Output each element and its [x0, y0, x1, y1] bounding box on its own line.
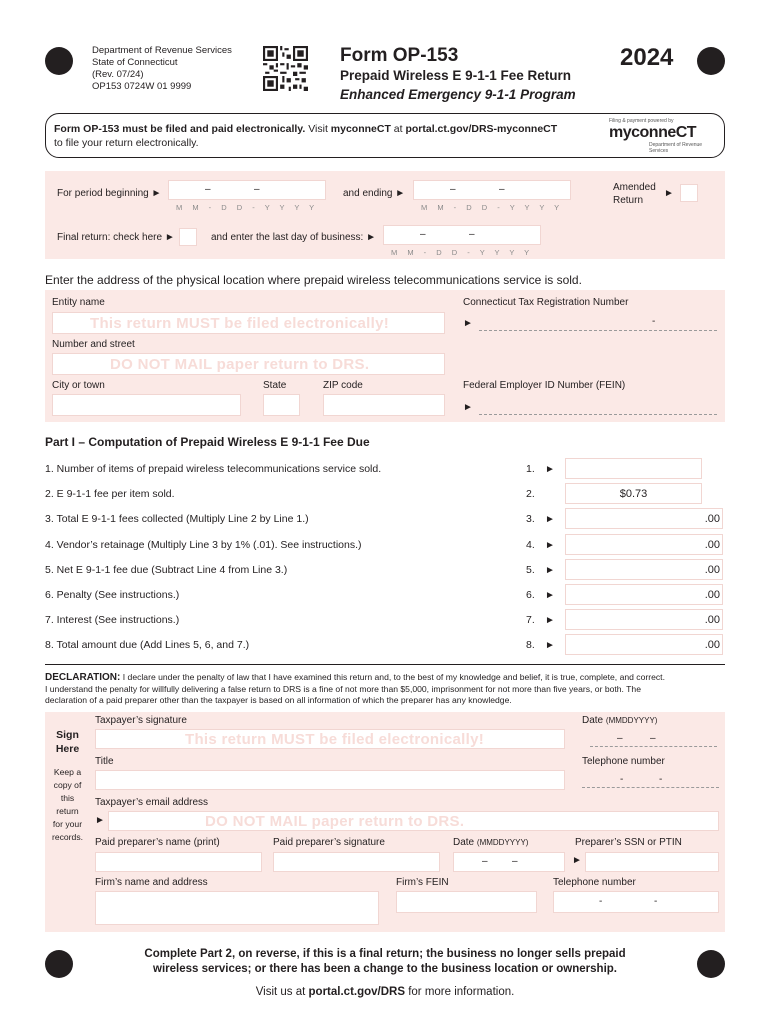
dept-line-1: Department of Revenue Services — [92, 45, 232, 56]
last-day-label: and enter the last day of business: ► — [211, 232, 377, 243]
qr-code-icon — [263, 46, 308, 91]
firm-name-label: Firm’s name and address — [95, 877, 208, 888]
preparer-ssn-input[interactable] — [585, 852, 719, 872]
line-3-num: 3. — [526, 513, 535, 525]
line-1-arrow-icon: ► — [545, 464, 555, 475]
keep-copy-note: Keep a copy of this return for your records. — [51, 767, 84, 842]
line-4-input[interactable]: .00 — [565, 534, 723, 555]
visit-tail: for more information. — [405, 986, 515, 998]
registration-dot-top-right — [697, 47, 725, 75]
line-4-arrow-icon: ► — [545, 540, 555, 551]
preparer-date-input[interactable]: – – — [453, 852, 565, 872]
line-5-num: 5. — [526, 564, 535, 576]
preparer-name-input[interactable] — [95, 852, 262, 872]
final-return-checkbox[interactable] — [179, 228, 197, 246]
period-ending-mask: M M - D D - Y Y Y Y — [421, 203, 564, 212]
city-label: City or town — [52, 380, 105, 391]
line-2-text: 2. E 9-1-1 fee per item sold. — [45, 488, 175, 500]
period-ending-label: and ending ► — [343, 188, 406, 199]
taxpayer-date-label: Date (MMDDYYYY) — [582, 715, 658, 726]
state-label: State — [263, 380, 287, 391]
line-3-arrow-icon: ► — [545, 514, 555, 525]
telephone-input[interactable]: - - — [582, 772, 719, 788]
line-6-arrow-icon: ► — [545, 590, 555, 601]
registration-dot-bottom-left — [45, 950, 73, 978]
form-title: Form OP-153 — [340, 45, 459, 66]
line-5-arrow-icon: ► — [545, 565, 555, 576]
firm-fein-input[interactable] — [396, 891, 537, 913]
title-label: Title — [95, 756, 114, 767]
logo-tagline: Filing & payment powered by — [609, 118, 674, 124]
line-4-num: 4. — [526, 539, 535, 551]
line-1-text: 1. Number of items of prepaid wireless telecommunications service sold. — [45, 463, 382, 475]
preparer-date-label: Date (MMDDYYYY) — [453, 837, 529, 848]
preparer-name-label: Paid preparer’s name (print) — [95, 837, 220, 848]
preparer-ssn-arrow-icon: ► — [572, 855, 582, 866]
line-3-input[interactable]: .00 — [565, 508, 723, 529]
amended-return-checkbox[interactable] — [680, 184, 698, 202]
firm-telephone-input[interactable]: - - — [553, 891, 719, 913]
line-1-num: 1. — [526, 463, 535, 475]
notice-link-myconnect[interactable]: myconneCT — [330, 123, 391, 135]
line-5-text: 5. Net E 9-1-1 fee due (Subtract Line 4 from Line 3.) — [45, 564, 288, 576]
title-input[interactable] — [95, 770, 565, 790]
taxpayer-date-input[interactable]: – – — [590, 731, 717, 747]
amended-label: Amended Return — [613, 182, 656, 206]
ghost-electronic-1: This return MUST be filed electronically! — [90, 315, 390, 332]
ghost-do-not-mail-1: DO NOT MAIL paper return to DRS. — [110, 356, 370, 373]
line-8-arrow-icon: ► — [545, 640, 555, 651]
registration-dot-bottom-right — [697, 950, 725, 978]
telephone-label: Telephone number — [582, 756, 665, 767]
declaration-line-3: declaration of a paid preparer other than the taxpayer is based on all information of which the preparer has any knowledge. — [45, 695, 512, 705]
declaration-line-1: I declare under the penalty of law that I have examined this return and, to the best of my knowledge and belief, it is true, complete, and correct. — [120, 672, 665, 682]
form-year: 2024 — [620, 44, 674, 71]
complete-part2-note — [95, 947, 675, 977]
notice-text-2: at — [390, 123, 406, 135]
form-program: Enhanced Emergency 9-1-1 Program — [340, 87, 576, 102]
form-subtitle: Prepaid Wireless E 9-1-1 Fee Return — [340, 68, 571, 83]
line-4-text: 4. Vendor’s retainage (Multiply Line 3 by 1% (.01). See instructions.) — [45, 539, 362, 551]
zip-label: ZIP code — [323, 380, 363, 391]
line-2-value — [565, 483, 702, 504]
final-return-label: Final return: check here ► — [57, 232, 175, 243]
complete-line-2: wireless services; or there has been a change to the business location or ownership. — [153, 963, 617, 975]
ct-tax-reg-input[interactable]: - — [479, 313, 717, 331]
fein-input[interactable] — [479, 397, 717, 415]
line-7-input[interactable]: .00 — [565, 609, 723, 630]
ct-tax-reg-label: Connecticut Tax Registration Number — [463, 297, 629, 308]
notice-link-portal[interactable]: portal.ct.gov/DRS-myconneCT — [405, 123, 558, 135]
declaration-bold: DECLARATION: — [45, 672, 121, 683]
fein-arrow-icon: ► — [463, 402, 473, 413]
visit-text: Visit us at — [255, 986, 309, 998]
notice-text-1: Visit — [305, 123, 331, 135]
department-info — [92, 45, 232, 93]
email-label: Taxpayer’s email address — [95, 797, 209, 808]
line-6-input[interactable]: .00 — [565, 584, 723, 605]
visit-us-note — [95, 986, 675, 998]
last-day-input[interactable]: – – — [383, 225, 541, 245]
period-beginning-label: For period beginning ► — [57, 188, 162, 199]
line-2-num: 2. — [526, 488, 535, 500]
preparer-signature-label: Paid preparer’s signature — [273, 837, 385, 848]
line-1-input[interactable] — [565, 458, 702, 479]
period-ending-input[interactable]: – – — [413, 180, 571, 200]
registration-dot-top-left — [45, 47, 73, 75]
preparer-signature-input[interactable] — [273, 852, 440, 872]
part1-heading: Part I – Computation of Prepaid Wireless E 9-1-1 Fee Due — [45, 435, 370, 449]
complete-line-1: Complete Part 2, on reverse, if this is a final return; the business no longer sells prepaid — [144, 948, 626, 960]
line-3-text: 3. Total E 9-1-1 fees collected (Multiply Line 2 by Line 1.) — [45, 513, 309, 525]
dept-line-4: OP153 0724W 01 9999 — [92, 81, 192, 92]
line-7-arrow-icon: ► — [545, 615, 555, 626]
period-beginning-mask: M M - D D - Y Y Y Y — [176, 203, 319, 212]
number-street-label: Number and street — [52, 339, 135, 350]
ct-tax-reg-arrow-icon: ► — [463, 318, 473, 329]
last-day-mask: M M - D D - Y Y Y Y — [391, 248, 534, 257]
line-7-num: 7. — [526, 614, 535, 626]
state-input[interactable] — [263, 394, 300, 416]
city-input[interactable] — [52, 394, 241, 416]
myconnect-logo — [609, 118, 719, 154]
dept-line-3: (Rev. 07/24) — [92, 69, 144, 80]
address-heading: Enter the address of the physical location where prepaid wireless telecommunications service is sold. — [45, 273, 582, 287]
line-7-text: 7. Interest (See instructions.) — [45, 614, 180, 626]
line-2-value-text: $0.73 — [619, 488, 648, 500]
sign-here-label: Sign Here — [55, 729, 80, 755]
email-arrow-icon: ► — [95, 815, 105, 826]
declaration-divider — [45, 664, 725, 665]
electronic-filing-notice — [45, 113, 725, 158]
period-beginning-input[interactable]: – – — [168, 180, 326, 200]
firm-telephone-label: Telephone number — [553, 877, 636, 888]
firm-fein-label: Firm’s FEIN — [396, 877, 449, 888]
line-8-input[interactable]: .00 — [565, 634, 723, 655]
taxpayer-signature-label: Taxpayer’s signature — [95, 715, 187, 726]
notice-bold: Form OP-153 must be filed and paid electronically. — [54, 123, 306, 135]
line-6-text: 6. Penalty (See instructions.) — [45, 589, 180, 601]
declaration-line-2: I understand the penalty for willfully delivering a false return to DRS is a fine of not more than $5,000, imprisonment for not more than five years, or both. The — [45, 683, 641, 694]
logo-text: myconneCT — [609, 124, 697, 141]
line-6-num: 6. — [526, 589, 535, 601]
visit-link[interactable]: portal.ct.gov/DRS — [308, 986, 406, 998]
line-5-input[interactable]: .00 — [565, 559, 723, 580]
ghost-do-not-mail-2: DO NOT MAIL paper return to DRS. — [205, 813, 465, 830]
notice-line-2: to file your return electronically. — [54, 137, 199, 149]
entity-name-label: Entity name — [52, 297, 105, 308]
line-8-num: 8. — [526, 639, 535, 651]
ghost-electronic-2: This return MUST be filed electronically! — [185, 731, 485, 748]
line-8-text: 8. Total amount due (Add Lines 5, 6, and 7.) — [45, 639, 250, 651]
fein-label: Federal Employer ID Number (FEIN) — [463, 380, 626, 391]
dept-line-2: State of Connecticut — [92, 57, 178, 68]
zip-input[interactable] — [323, 394, 445, 416]
firm-name-input[interactable] — [95, 891, 379, 925]
declaration-text — [45, 672, 730, 707]
amended-arrow-icon: ► — [664, 188, 674, 199]
preparer-ssn-label: Preparer’s SSN or PTIN — [575, 837, 682, 848]
logo-sub: Department of Revenue Services — [649, 142, 703, 154]
